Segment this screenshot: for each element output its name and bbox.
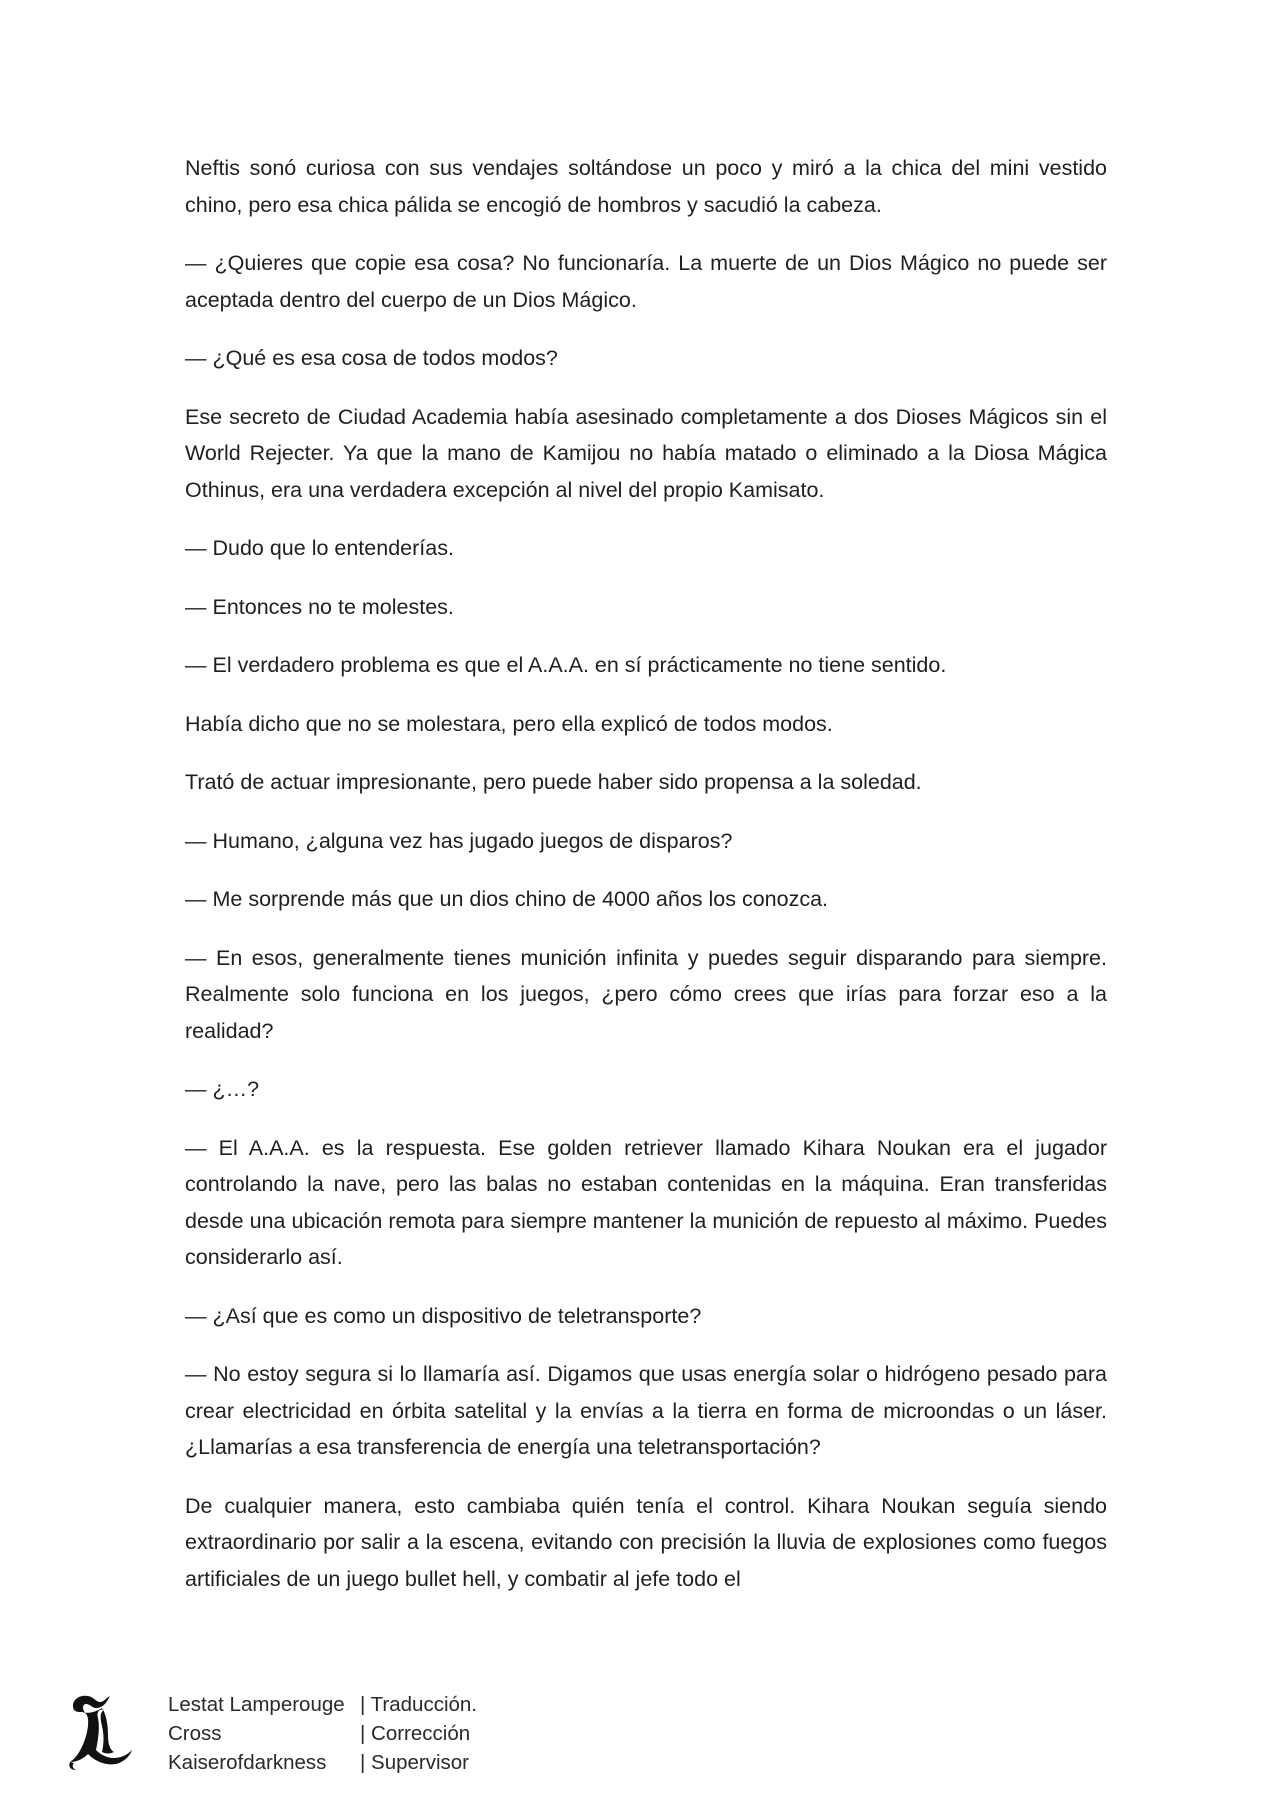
paragraph: De cualquier manera, esto cambiaba quién tenía el control. Kihara Noukan seguía siendo extraordinario por salir a la escena, evitando con precisión la lluvia de explosiones como fuegos artificiales de un juego bullet hell, y combatir al jefe todo el [185, 1493, 1107, 1591]
paragraph: — ¿Así que es como un dispositivo de teletransporte? [185, 1303, 702, 1328]
paragraph: — No estoy segura si lo llamaría así. Digamos que usas energía solar o hidrógeno pesado para crear electricidad en órbita satelital y la envías a la tierra en forma de microondas o un láser. ¿Llamarías a esa transferencia de energía una teletransportación? [185, 1362, 1107, 1459]
page-footer [0, 1690, 1280, 1790]
paragraph: Ese secreto de Ciudad Academia había asesinado completamente a dos Dioses Mágicos sin el World Rejecter. Ya que la mano de Kamijou no había matado o eliminado a la Diosa Mágica Othinus, era una verdadera excepción al nivel del propio Kamisato. [185, 404, 1107, 502]
credit-role: | Supervisor [360, 1751, 470, 1774]
credits-block [168, 1690, 477, 1777]
paragraph: — El verdadero problema es que el A.A.A. en sí prácticamente no tiene sentido. [185, 653, 947, 677]
paragraph: — Humano, ¿alguna vez has jugado juegos de disparos? [185, 828, 733, 853]
paragraph: Neftis sonó curiosa con sus vendajes soltándose un poco y miró a la chica del mini vestido chino, pero esa chica pálida se encogió de hombros y sacudió la cabeza. [185, 156, 1107, 217]
credit-row [168, 1719, 477, 1748]
gothic-l-logo-icon [66, 1692, 136, 1772]
paragraph: — El A.A.A. es la respuesta. Ese golden retriever llamado Kihara Noukan era el jugador controlando la nave, pero las balas no estaban contenidas en la máquina. Eran transferidas desde una ubicación remota para siempre mantener la munición de repuesto al máximo. Puedes considerarlo así. [185, 1135, 1107, 1269]
credit-row [168, 1690, 477, 1719]
credit-name: Cross [168, 1722, 222, 1745]
credit-name: Lestat Lamperouge [168, 1693, 345, 1716]
paragraph: — En esos, generalmente tienes munición infinita y puedes seguir disparando para siempre. Realmente solo funciona en los juegos, ¿pero cómo crees que irías para forzar eso a la realidad? [185, 945, 1107, 1043]
paragraph: — ¿…? [185, 1077, 260, 1101]
paragraph: Había dicho que no se molestara, pero ella explicó de todos modos. [185, 711, 833, 736]
paragraph: — Me sorprende más que un dios chino de 4000 años los conozca. [185, 887, 829, 911]
paragraph: — Entonces no te molestes. [185, 594, 454, 619]
credit-name: Kaiserofdarkness [168, 1751, 327, 1774]
paragraph: — ¿Quieres que copie esa cosa? No funcionaría. La muerte de un Dios Mágico no puede ser aceptada dentro del cuerpo de un Dios Mágico. [185, 251, 1107, 312]
paragraph: — Dudo que lo entenderías. [185, 536, 454, 560]
credit-role: | Corrección [360, 1722, 471, 1745]
paragraph: Trató de actuar impresionante, pero puede haber sido propensa a la soledad. [185, 770, 922, 794]
credit-row [168, 1748, 477, 1777]
page-body [185, 150, 1107, 1619]
paragraph: — ¿Qué es esa cosa de todos modos? [185, 346, 558, 370]
credit-role: | Traducción. [360, 1693, 477, 1716]
